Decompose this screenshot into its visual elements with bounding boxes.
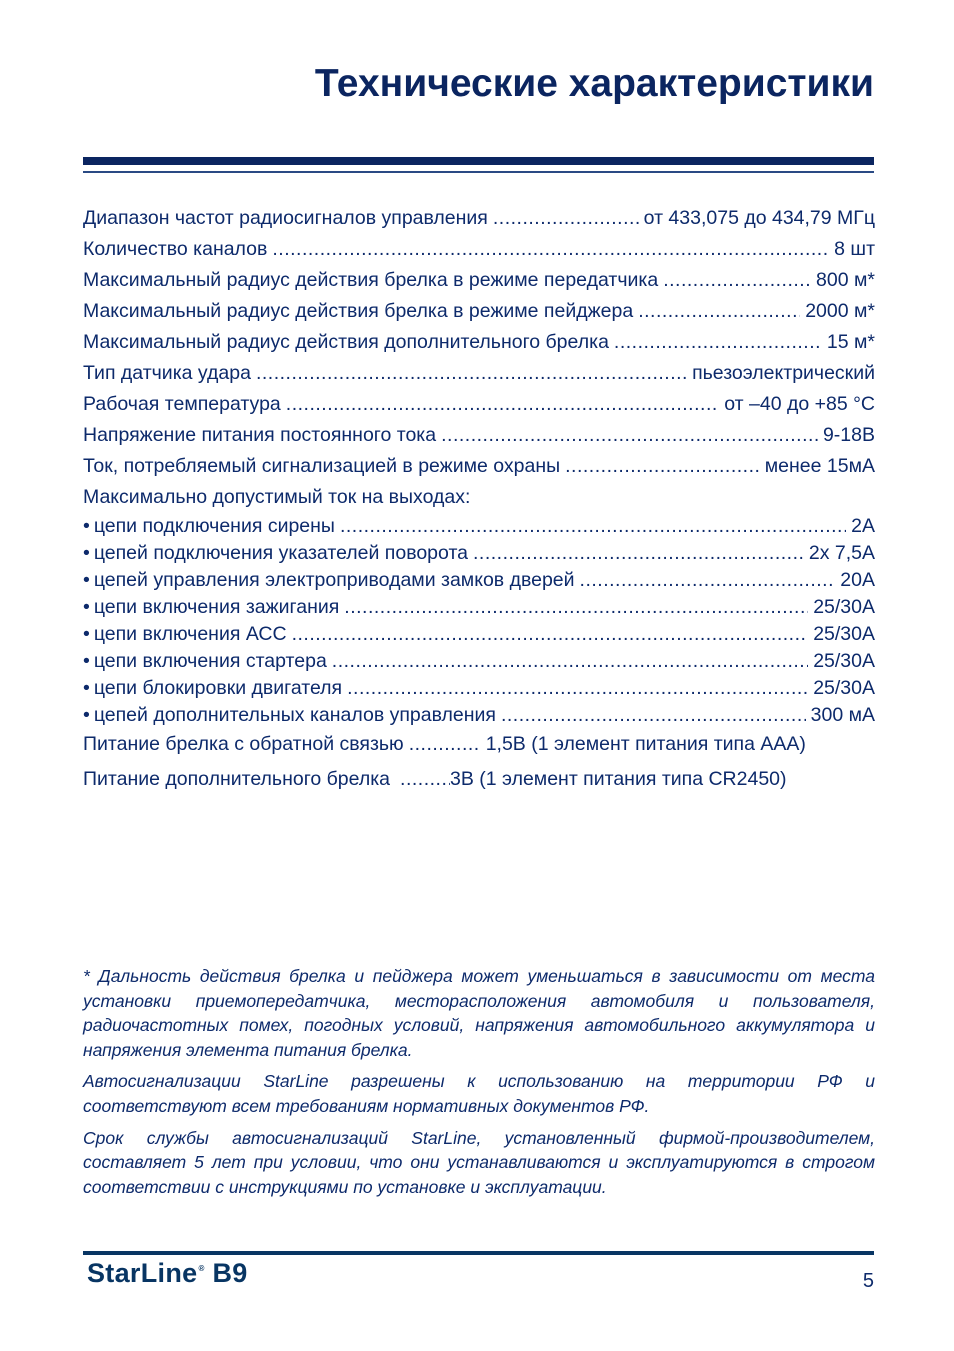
output-label-wrap <box>83 513 335 540</box>
output-label: цепи подключения сирены <box>93 515 335 537</box>
output-row <box>83 594 875 621</box>
power-label: Питание дополнительного брелка <box>83 768 391 790</box>
model-name: B9 <box>212 1258 248 1288</box>
bullet-icon: • <box>83 542 90 564</box>
spec-value: от –40 до +85 °С <box>724 393 875 415</box>
service-life-note: Срок службы автосигнализаций StarLine, установленный фирмой-производителем, составляет 5 лет при условии, что они устанавливаются и эксплуатируются в строгом соответствии с инструкциями по установке и эксплуатации. <box>83 1127 875 1197</box>
output-label-wrap <box>83 594 339 621</box>
bullet-icon: • <box>83 650 90 672</box>
output-label-wrap <box>83 540 468 567</box>
output-label-wrap <box>83 702 496 729</box>
output-row <box>83 675 875 702</box>
brand-logo <box>87 1258 248 1289</box>
dot-leader <box>580 567 836 594</box>
dot-leader <box>292 621 809 648</box>
spec-row <box>83 203 875 234</box>
spec-value: от 433,075 до 434,79 МГц <box>643 207 875 229</box>
footer-rule <box>83 1251 874 1255</box>
dot-leader <box>565 451 760 482</box>
spec-value: пьезоэлектрический <box>692 362 875 384</box>
output-label-wrap <box>83 648 327 675</box>
output-label: цепи блокировки двигателя <box>93 677 343 699</box>
output-value: 25/30А <box>813 623 875 645</box>
brand-name: StarLine <box>87 1258 198 1288</box>
header-rule-thick <box>83 157 874 165</box>
output-value: 2А <box>851 515 875 537</box>
output-row <box>83 621 875 648</box>
spec-value: 2000 м* <box>805 300 875 322</box>
output-label: цепей управления электроприводами замков дверей <box>93 569 575 591</box>
spec-label: Напряжение питания постоянного тока <box>83 424 437 446</box>
bullet-icon: • <box>83 704 90 726</box>
spec-row <box>83 420 875 451</box>
spec-value: 9-18В <box>822 424 875 446</box>
footnotes <box>83 964 875 1206</box>
spec-row <box>83 451 875 482</box>
spec-row <box>83 358 875 389</box>
spec-row <box>83 296 875 327</box>
spec-row <box>83 265 875 296</box>
spec-label: Максимальный радиус действия дополнительного брелка <box>83 331 609 353</box>
output-value: 2х 7,5А <box>808 542 875 564</box>
power-label: Питание брелка с обратной связью <box>83 733 404 755</box>
spec-label: Максимальный радиус действия брелка в режиме пейджера <box>83 300 634 322</box>
outputs-heading: Максимально допустимый ток на выходах: <box>83 486 471 508</box>
power-value: 1,5В (1 элемент питания типа ААА) <box>485 733 806 755</box>
registered-mark: ® <box>198 1264 205 1273</box>
power-row <box>83 729 875 760</box>
spec-label: Количество каналов <box>83 238 268 260</box>
dot-leader <box>663 265 811 296</box>
dot-leader <box>344 594 808 621</box>
dot-leader <box>638 296 800 327</box>
dot-leader <box>332 648 808 675</box>
spec-label: Диапазон частот радиосигналов управления <box>83 207 488 229</box>
output-row <box>83 567 875 594</box>
dot-leader <box>347 675 808 702</box>
output-value: 300 мА <box>810 704 875 726</box>
dot-leader <box>501 702 806 729</box>
page-number: 5 <box>862 1270 874 1292</box>
output-row <box>83 648 875 675</box>
bullet-icon: • <box>83 596 90 618</box>
dot-leader <box>473 540 804 567</box>
spec-value: менее 15мА <box>764 455 875 477</box>
spec-value: 8 шт <box>834 238 875 260</box>
output-row <box>83 513 875 540</box>
output-value: 20А <box>840 569 875 591</box>
output-value: 25/30А <box>813 650 875 672</box>
output-label: цепи включения стартера <box>93 650 327 672</box>
certification-note: Автосигнализации StarLine разрешены к использованию на территории РФ и соответствуют всем требованиям нормативных документов РФ. <box>83 1071 875 1116</box>
spec-row <box>83 389 875 420</box>
dot-leader <box>493 203 639 234</box>
spec-label: Рабочая температура <box>83 393 281 415</box>
range-disclaimer-note: * Дальность действия брелка и пейджера может уменьшаться в зависимости от места установки приемопередатчика, месторасположения автомобиля и пользователя, радиочастотных помех, погодных условий, напряжения автомобильного аккумулятора и напряжения элемента питания брелка. <box>83 966 875 1060</box>
dot-leader <box>340 513 846 540</box>
output-label-wrap <box>83 621 287 648</box>
output-row <box>83 540 875 567</box>
page-title: Технические характеристики <box>314 62 874 105</box>
bullet-icon: • <box>83 569 90 591</box>
dot-leader <box>441 420 818 451</box>
output-label: цепей дополнительных каналов управления <box>93 704 496 726</box>
spec-label: Максимальный радиус действия брелка в режиме передатчика <box>83 269 659 291</box>
power-row <box>83 764 875 795</box>
dot-leader <box>409 729 481 760</box>
header-rule-thin <box>83 171 874 173</box>
output-value: 25/30А <box>813 677 875 699</box>
output-label-wrap <box>83 567 575 594</box>
specifications-list <box>83 203 875 795</box>
output-label: цепей подключения указателей поворота <box>93 542 469 564</box>
spec-row <box>83 327 875 358</box>
spec-label: Тип датчика удара <box>83 362 251 384</box>
spec-row <box>83 234 875 265</box>
spec-label: Ток, потребляемый сигнализацией в режиме охраны <box>83 455 561 477</box>
output-label: цепи включения АСС <box>93 623 287 645</box>
bullet-icon: • <box>83 623 90 645</box>
dot-leader <box>400 764 450 795</box>
output-value: 25/30А <box>813 596 875 618</box>
power-value: 3В (1 элемент питания типа CR2450) <box>450 768 787 790</box>
dot-leader <box>614 327 822 358</box>
bullet-icon: • <box>83 677 90 699</box>
output-label-wrap <box>83 675 342 702</box>
dot-leader <box>272 234 829 265</box>
spec-value: 800 м* <box>816 269 875 291</box>
output-row <box>83 702 875 729</box>
dot-leader <box>286 389 719 420</box>
spec-value: 15 м* <box>826 331 875 353</box>
bullet-icon: • <box>83 515 90 537</box>
dot-leader <box>256 358 687 389</box>
output-label: цепи включения зажигания <box>93 596 340 618</box>
